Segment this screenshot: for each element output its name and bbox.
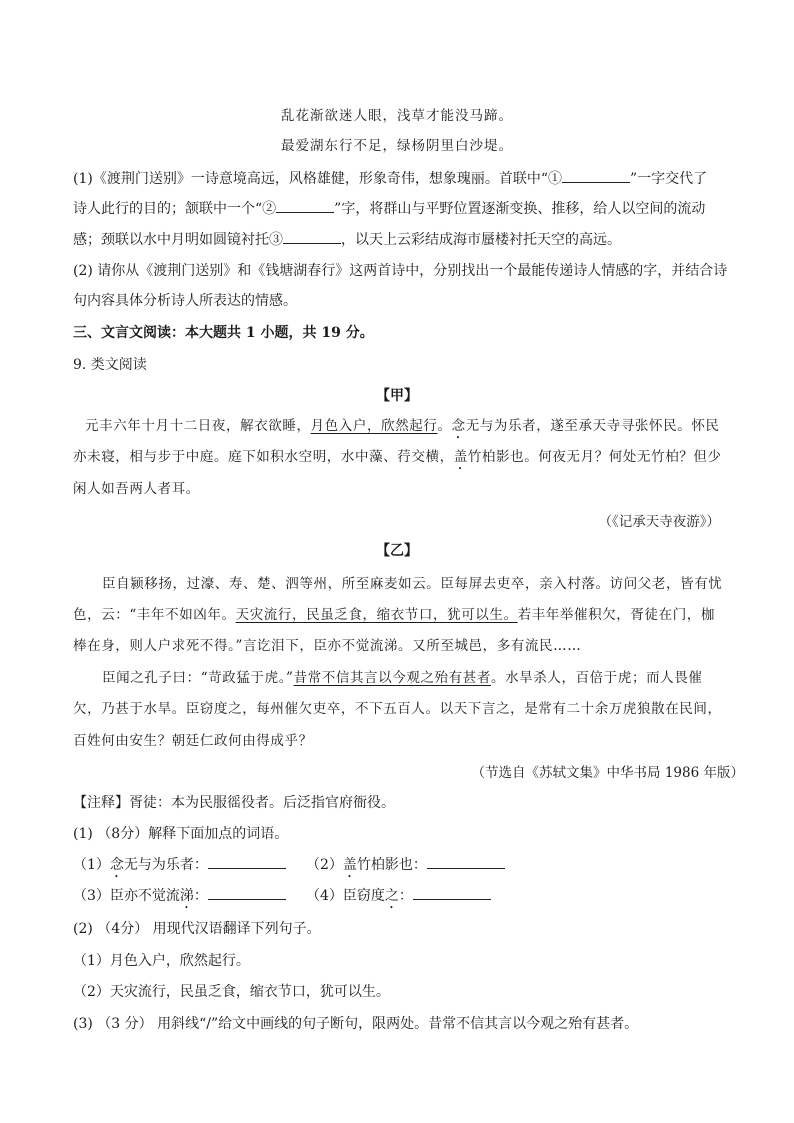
section-heading-3: 三、文言文阅读：本大题共 1 小题，共 19 分。 bbox=[73, 325, 374, 341]
dotted-word: 念 bbox=[109, 857, 124, 873]
text: （4）臣窃度 bbox=[306, 888, 385, 904]
text: 无与为乐者，遂至承天寺寻张怀民。怀民 bbox=[465, 418, 720, 434]
text: 感；颈联以水中月明如圆镜衬托③ bbox=[73, 232, 283, 248]
text: ： bbox=[193, 888, 208, 904]
text: 。水旱杀人，百倍于虎；而人畏催 bbox=[490, 670, 703, 686]
answer-blank[interactable] bbox=[208, 855, 286, 869]
text: （1） bbox=[73, 857, 110, 873]
text: 。 bbox=[437, 418, 452, 434]
question-9-1-item-4 bbox=[306, 885, 491, 912]
text: ： bbox=[398, 888, 413, 904]
text: 亦未寝，相与步于中庭。庭下如积水空明，水中藻、荇交横， bbox=[73, 449, 454, 465]
question-8-1-line-2 bbox=[73, 198, 705, 218]
text: 竹柏影也： bbox=[356, 857, 427, 873]
underlined-sentence: 月色入户，欣然起行 bbox=[310, 418, 438, 434]
dotted-word: 念 bbox=[451, 418, 466, 434]
poem-line-2: 最爱湖东行不足，绿杨阴里白沙堤。 bbox=[281, 138, 513, 154]
answer-blank[interactable] bbox=[427, 855, 505, 869]
answer-blank-3[interactable] bbox=[283, 230, 341, 244]
passage-jia-heading: 【甲】 bbox=[376, 388, 418, 404]
text: 臣闻之孔子曰：“苛政猛于虎。” bbox=[102, 670, 294, 686]
text: ”字，将群山与平野位置逐渐变换、推移，给人以空间的流动 bbox=[334, 201, 706, 217]
question-9-2-sentence-1: （1）月色入户，欣然起行。 bbox=[73, 953, 250, 969]
question-9-2-sentence-2: （2）天灾流行，民虽乏食，缩衣节口，犹可以生。 bbox=[73, 984, 390, 1000]
annotation-note: 【注释】胥徒：本为民服徭役者。后泛指官府衙役。 bbox=[73, 795, 395, 811]
underlined-sentence: 天灾流行，民虽乏食，缩衣节口，犹可以生。 bbox=[235, 607, 518, 623]
dotted-word: 涕 bbox=[179, 888, 194, 904]
question-9-1-item-1 bbox=[73, 854, 286, 881]
text: 元丰六年十月十二日夜，解衣欲睡， bbox=[85, 418, 311, 434]
answer-blank-2[interactable] bbox=[276, 199, 334, 213]
text: (1)《渡荆门送别》一诗意境高远，风格雄健，形象奇伟，想象瑰丽。首联中“① bbox=[73, 171, 562, 187]
question-8-1-line-3 bbox=[73, 229, 621, 249]
passage-yi-source: （节选自《苏轼文集》中华书局 1986 年版） bbox=[471, 765, 744, 781]
question-8-2-line-1: (2) 请你从《渡荆门送别》和《钱塘湖春行》这两首诗中，分别找出一个最能传递诗人情感的字，并结合诗 bbox=[73, 263, 728, 279]
question-8-1-line-1 bbox=[73, 168, 707, 188]
text: （3）臣亦不觉流 bbox=[73, 888, 180, 904]
underlined-sentence: 昔常不信其言以今观之殆有甚者 bbox=[293, 670, 491, 686]
passage-yi-p2-line-1 bbox=[102, 666, 702, 686]
dotted-word: 盖 bbox=[342, 857, 357, 873]
text: 无与为乐者： bbox=[123, 857, 208, 873]
question-9-2-title: (2) （4分） 用现代汉语翻译下列句子。 bbox=[73, 921, 321, 937]
question-9-1-item-3 bbox=[73, 885, 286, 912]
passage-yi-p1-line-2 bbox=[73, 603, 715, 623]
dotted-word: 盖 bbox=[453, 449, 468, 465]
text: 色，云：“丰年不如凶年。 bbox=[73, 607, 236, 623]
passage-yi-p2-line-3: 百姓何由安生？朝廷仁政何由得成乎？ bbox=[73, 733, 313, 749]
answer-blank[interactable] bbox=[413, 886, 491, 900]
question-9-title: 9. 类文阅读 bbox=[73, 357, 147, 373]
answer-blank-1[interactable] bbox=[562, 169, 630, 183]
passage-jia-line-3: 闲人如吾两人者耳。 bbox=[73, 481, 200, 497]
text: 棒在身，则人户求死不得。”言讫泪下，臣亦不觉流涕。又所至城邑，多有流民…… bbox=[73, 638, 582, 654]
answer-blank[interactable] bbox=[208, 886, 286, 900]
text: 若丰年举催积欠，胥徒在门，枷 bbox=[517, 607, 716, 623]
question-9-1-item-2 bbox=[306, 854, 505, 881]
text: （2） bbox=[306, 857, 343, 873]
text: 竹柏影也。何夜无月？何处无竹柏？但少 bbox=[467, 449, 722, 465]
text: 诗人此行的目的；颔联中一个“② bbox=[73, 201, 277, 217]
passage-yi-p1-line-1: 臣自颍移扬，过濠、寿、楚、泗等州，所至麻麦如云。臣每屏去吏卒，亲入村落。访问父老，皆有忧 bbox=[102, 576, 723, 592]
passage-yi-p1-line-3 bbox=[73, 634, 581, 654]
passage-jia-source: （《记承天寺夜游》） bbox=[598, 514, 720, 530]
passage-yi-heading: 【乙】 bbox=[376, 543, 418, 559]
text: ，以天上云彩结成海市蜃楼衬托天空的高远。 bbox=[341, 232, 621, 248]
passage-jia-line-2 bbox=[73, 445, 722, 473]
text: ”一字交代了 bbox=[630, 171, 708, 187]
poem-line-1: 乱花渐欲迷人眼，浅草才能没马蹄。 bbox=[281, 108, 513, 124]
passage-yi-p2-line-2: 欠，乃甚于水旱。臣窃度之，每州催欠吏卒，不下五百人。以天下言之，是常有二十余万虎狼散在民间， bbox=[73, 701, 722, 717]
dotted-word: 之 bbox=[384, 888, 399, 904]
question-8-2-line-2: 句内容具体分析诗人所表达的情感。 bbox=[73, 293, 297, 309]
passage-jia-line-1 bbox=[85, 414, 720, 442]
question-9-1-title: (1) （8分）解释下面加点的词语。 bbox=[73, 826, 289, 842]
question-9-3: (3) （3 分） 用斜线“/”给文中画线的句子断句，限两处。昔常不信其言以今观之殆有甚者。 bbox=[73, 1016, 639, 1032]
